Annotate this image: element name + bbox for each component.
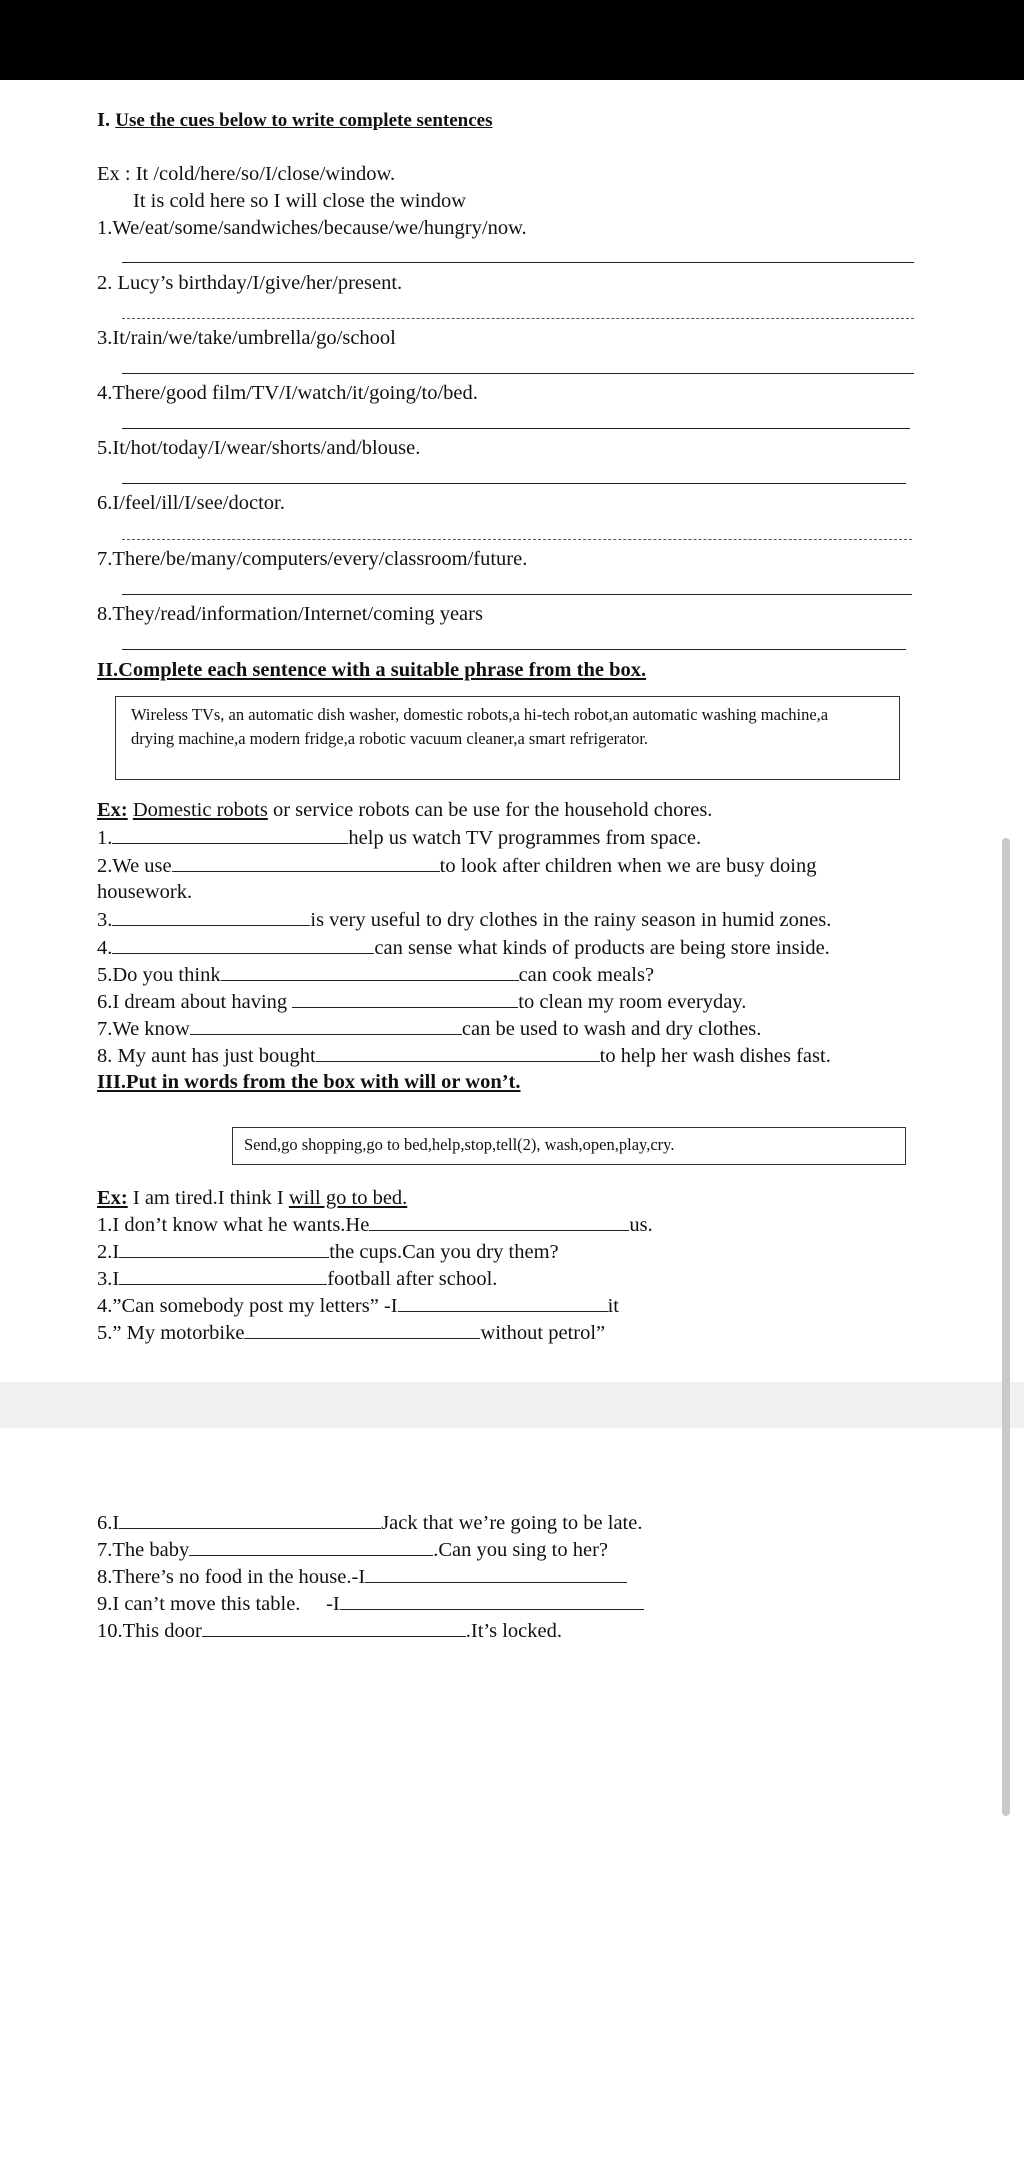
- q-prefix: 10.This door: [97, 1620, 202, 1642]
- answer-line-7[interactable]: [122, 594, 912, 595]
- section2-q2-cont: housework.: [97, 881, 193, 903]
- blank-field[interactable]: [190, 1016, 462, 1035]
- answer-line-6[interactable]: [122, 539, 912, 540]
- q-prefix: 2.I: [97, 1241, 120, 1263]
- q-prefix: 6.I: [97, 1512, 120, 1534]
- answer-line-3[interactable]: [122, 373, 914, 374]
- section1-heading-num: I.: [97, 109, 111, 131]
- blank-field[interactable]: [172, 853, 440, 872]
- section2-q2: [97, 853, 817, 878]
- q-prefix: 1.: [97, 827, 113, 849]
- blank-field[interactable]: [369, 1212, 629, 1231]
- q-prefix: 3.: [97, 909, 113, 931]
- section1-item-6: 6.I/feel/ill/I/see/doctor.: [97, 492, 285, 514]
- q-prefix: 3.I: [97, 1268, 120, 1290]
- section3-box-text: Send,go shopping,go to bed,help,stop,tell(2), wash,open,play,cry.: [244, 1135, 675, 1154]
- answer-line-5[interactable]: [122, 483, 906, 484]
- section3-q1: [97, 1212, 653, 1237]
- section3-q2: [97, 1239, 559, 1264]
- section1-example-answer: It is cold here so I will close the window: [133, 190, 467, 212]
- section3-heading: III.Put in words from the box with will or won’t.: [97, 1071, 521, 1093]
- top-status-bar: [0, 0, 1024, 80]
- q-prefix: 9.I can’t move this table.: [97, 1593, 301, 1615]
- section3-q5: [97, 1320, 605, 1345]
- q-prefix: 2.We use: [97, 855, 172, 877]
- blank-field[interactable]: [365, 1564, 627, 1583]
- section3-q8: [97, 1564, 627, 1589]
- section2-q5: [97, 962, 654, 987]
- section3-q7: [97, 1537, 608, 1562]
- q-prefix: 6.I dream about having: [97, 991, 288, 1013]
- section1-heading-text: Use the cues below to write complete sentences: [115, 110, 493, 131]
- q-suffix: .Can you sing to her?: [433, 1539, 609, 1561]
- section1-item-3: 3.It/rain/we/take/umbrella/go/school: [97, 327, 396, 349]
- answer-line-4[interactable]: [122, 428, 910, 429]
- q-suffix: help us watch TV programmes from space.: [348, 827, 702, 849]
- q-suffix: is very useful to dry clothes in the rainy season in humid zones.: [310, 909, 832, 931]
- blank-field[interactable]: [292, 989, 518, 1008]
- blank-field[interactable]: [398, 1293, 608, 1312]
- section2-heading: II.Complete each sentence with a suitable phrase from the box.: [97, 659, 647, 681]
- section3-q10: [97, 1618, 562, 1643]
- blank-field[interactable]: [340, 1591, 644, 1610]
- section1-item-2: 2. Lucy’s birthday/I/give/her/present.: [97, 272, 403, 294]
- blank-field[interactable]: [189, 1537, 433, 1556]
- blank-field[interactable]: [112, 907, 310, 926]
- q-prefix: 5.” My motorbike: [97, 1322, 245, 1344]
- q-suffix: can be used to wash and dry clothes.: [461, 1018, 762, 1040]
- q-prefix: 1.I don’t know what he wants.He: [97, 1214, 370, 1236]
- q-suffix: to clean my room everyday.: [518, 991, 747, 1013]
- section3-q4: [97, 1293, 619, 1318]
- blank-field[interactable]: [119, 1239, 329, 1258]
- section1-item-4: 4.There/good film/TV/I/watch/it/going/to/bed.: [97, 382, 478, 404]
- answer-line-8[interactable]: [122, 649, 906, 650]
- section2-ex-label: Ex:: [97, 799, 128, 821]
- answer-line-1[interactable]: [122, 262, 914, 263]
- q-suffix: .It’s locked.: [465, 1620, 562, 1642]
- section3-ex-text: I am tired.I think I: [132, 1187, 284, 1209]
- q-prefix: 4.”Can somebody post my letters” -I: [97, 1295, 398, 1317]
- section1-item-5: 5.It/hot/today/I/wear/shorts/and/blouse.: [97, 437, 421, 459]
- scrollbar-thumb[interactable]: [1002, 838, 1010, 1816]
- section2-q8: [97, 1043, 831, 1068]
- q-prefix: 8. My aunt has just bought: [97, 1045, 316, 1067]
- blank-field[interactable]: [202, 1618, 466, 1637]
- answer-line-2[interactable]: [122, 318, 914, 319]
- section3-q3: [97, 1266, 497, 1291]
- section3-example: [97, 1186, 407, 1210]
- blank-field[interactable]: [316, 1043, 600, 1062]
- section3-q9: [97, 1591, 644, 1616]
- q-mid: -I: [326, 1593, 340, 1615]
- blank-field[interactable]: [244, 1320, 480, 1339]
- q-suffix: to help her wash dishes fast.: [599, 1045, 831, 1067]
- section3-q6: [97, 1510, 642, 1535]
- section1-heading: [97, 108, 493, 133]
- section2-example: [97, 798, 712, 822]
- blank-field[interactable]: [119, 1510, 381, 1529]
- q-suffix: football after school.: [327, 1268, 498, 1290]
- blank-field[interactable]: [112, 935, 374, 954]
- blank-field[interactable]: [119, 1266, 327, 1285]
- section2-q6: [97, 989, 746, 1014]
- q-suffix: it: [607, 1295, 620, 1317]
- section1-item-1: 1.We/eat/some/sandwiches/because/we/hungry/now.: [97, 217, 527, 239]
- page-gap: [0, 1382, 1024, 1428]
- q-prefix: 7.We know: [97, 1018, 190, 1040]
- section1-example-cue: Ex : It /cold/here/so/I/close/window.: [97, 163, 396, 185]
- section1-item-8: 8.They/read/information/Internet/coming years: [97, 603, 483, 625]
- section1-item-7: 7.There/be/many/computers/every/classroom/future.: [97, 548, 528, 570]
- section2-q7: [97, 1016, 761, 1041]
- q-prefix: 5.Do you think: [97, 964, 221, 986]
- section2-q4: [97, 935, 830, 960]
- q-suffix: Jack that we’re going to be late.: [381, 1512, 643, 1534]
- q-suffix: to look after children when we are busy doing: [439, 855, 817, 877]
- section2-box-text: Wireless TVs, an automatic dish washer, domestic robots,a hi-tech robot,an automatic washing machine,a drying machine,a modern fridge,a robotic vacuum cleaner,a smart refrigerator.: [131, 705, 829, 748]
- section2-ex-answer: Domestic robots: [132, 799, 268, 821]
- q-suffix: can sense what kinds of products are being store inside.: [374, 937, 830, 959]
- blank-field[interactable]: [112, 825, 348, 844]
- section2-q1: [97, 825, 701, 850]
- section3-ex-label: Ex:: [97, 1187, 128, 1209]
- q-suffix: without petrol”: [480, 1322, 606, 1344]
- blank-field[interactable]: [221, 962, 519, 981]
- q-suffix: can cook meals?: [518, 964, 655, 986]
- q-prefix: 4.: [97, 937, 113, 959]
- q-suffix: the cups.Can you dry them?: [329, 1241, 559, 1263]
- section2-q3: [97, 907, 831, 932]
- q-prefix: 7.The baby: [97, 1539, 190, 1561]
- q-suffix: us.: [629, 1214, 653, 1236]
- q-prefix: 8.There’s no food in the house.-I: [97, 1566, 366, 1588]
- section3-ex-answer: will go to bed.: [288, 1187, 408, 1209]
- section2-ex-rest: or service robots can be use for the household chores.: [272, 799, 713, 821]
